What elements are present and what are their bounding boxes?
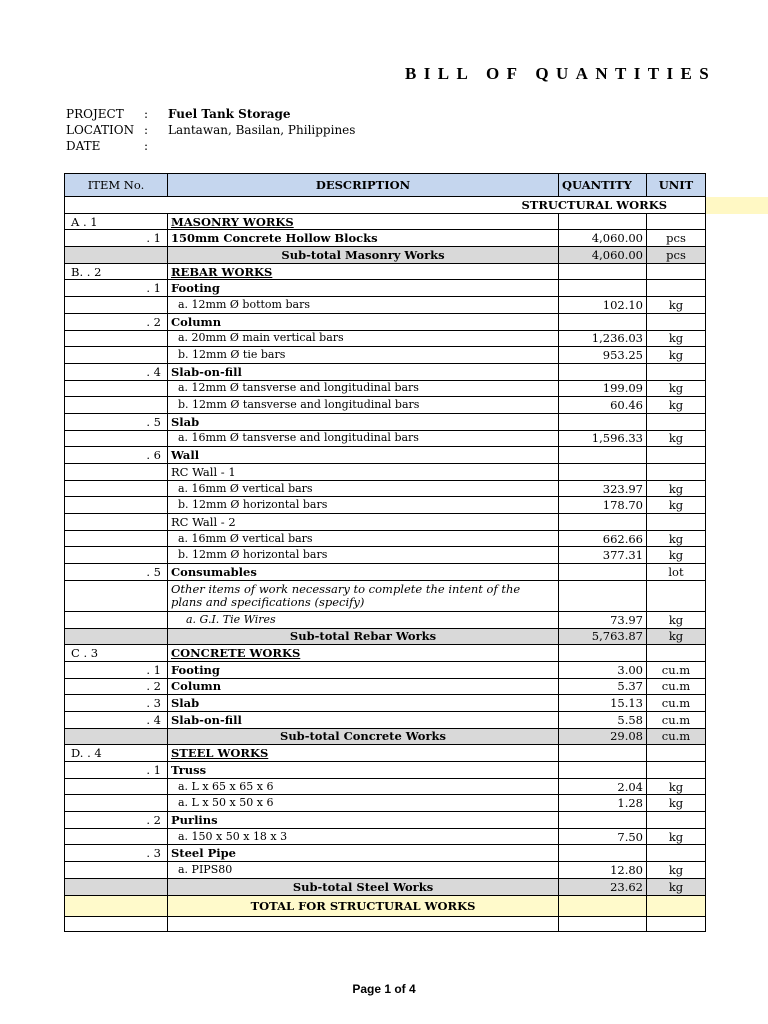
- subtotal-row: [65, 728, 706, 745]
- unit: kg: [647, 397, 706, 414]
- unit: [647, 313, 706, 330]
- unit: kg: [647, 297, 706, 314]
- item-number: [65, 728, 168, 745]
- description: Sub-total Rebar Works: [168, 628, 559, 645]
- unit: kg: [647, 530, 706, 547]
- unit: kg: [647, 330, 706, 347]
- description: Column: [168, 313, 559, 330]
- unit: kg: [647, 380, 706, 397]
- unit: kg: [647, 547, 706, 564]
- unit: [647, 263, 706, 280]
- item-number: . 6: [65, 447, 168, 464]
- unit: [647, 745, 706, 762]
- quantity: 4,060.00: [559, 247, 647, 264]
- unit: kg: [647, 778, 706, 795]
- subtotal-row: [65, 628, 706, 645]
- table-row: [65, 514, 706, 531]
- item-number: [65, 580, 168, 611]
- meta-colon: :: [144, 123, 149, 137]
- description: Column: [168, 678, 559, 695]
- item-number: [65, 514, 168, 531]
- description: Slab: [168, 695, 559, 712]
- table-row: [65, 795, 706, 812]
- unit: [647, 812, 706, 829]
- unit: kg: [647, 480, 706, 497]
- description: Truss: [168, 762, 559, 779]
- description: b. 12mm Ø horizontal bars: [168, 547, 559, 564]
- unit: pcs: [647, 230, 706, 247]
- quantity: [559, 313, 647, 330]
- item-number: B. . 2: [65, 263, 168, 280]
- item-number: [65, 530, 168, 547]
- quantity: 5.37: [559, 678, 647, 695]
- quantity: 29.08: [559, 728, 647, 745]
- description: a. PIPS80: [168, 862, 559, 879]
- table-row: [65, 916, 706, 931]
- quantity: [559, 447, 647, 464]
- quantity: [559, 916, 647, 931]
- unit: kg: [647, 611, 706, 628]
- table-row: [65, 213, 706, 230]
- meta-value: Lantawan, Basilan, Philippines: [168, 123, 356, 137]
- col-header-item: ITEM No.: [65, 174, 168, 197]
- quantity: 377.31: [559, 547, 647, 564]
- unit: [647, 645, 706, 662]
- description: a. L x 50 x 50 x 6: [168, 795, 559, 812]
- quantity: 323.97: [559, 480, 647, 497]
- unit: kg: [647, 347, 706, 364]
- unit: cu.m: [647, 711, 706, 728]
- item-number: [65, 862, 168, 879]
- col-header-quantity: QUANTITY: [559, 174, 647, 197]
- item-number: [65, 497, 168, 514]
- unit: pcs: [647, 247, 706, 264]
- highlight-band: [705, 197, 768, 214]
- description: STEEL WORKS: [168, 745, 559, 762]
- quantity: 199.09: [559, 380, 647, 397]
- table-row: [65, 313, 706, 330]
- quantity: 3.00: [559, 661, 647, 678]
- table-row: [65, 678, 706, 695]
- quantity: 1.28: [559, 795, 647, 812]
- unit: [647, 447, 706, 464]
- section-label: STRUCTURAL WORKS: [168, 197, 706, 214]
- unit: kg: [647, 430, 706, 447]
- unit: [647, 363, 706, 380]
- unit: cu.m: [647, 728, 706, 745]
- table-row: [65, 580, 706, 611]
- quantity: 15.13: [559, 695, 647, 712]
- col-header-description: DESCRIPTION: [168, 174, 559, 197]
- description: Wall: [168, 447, 559, 464]
- description: b. 12mm Ø horizontal bars: [168, 497, 559, 514]
- item-number: [65, 380, 168, 397]
- quantity: [559, 812, 647, 829]
- item-number: . 1: [65, 661, 168, 678]
- item-number: . 2: [65, 678, 168, 695]
- description: Steel Pipe: [168, 845, 559, 862]
- description: RC Wall - 1: [168, 464, 559, 481]
- unit: [647, 413, 706, 430]
- table-row: [65, 497, 706, 514]
- item-number: [65, 297, 168, 314]
- table-row: [65, 778, 706, 795]
- unit: kg: [647, 628, 706, 645]
- unit: [647, 580, 706, 611]
- quantity: [559, 580, 647, 611]
- table-row: [65, 397, 706, 414]
- description: a. 16mm Ø vertical bars: [168, 530, 559, 547]
- table-row: [65, 363, 706, 380]
- unit: kg: [647, 862, 706, 879]
- description: Consumables: [168, 564, 559, 581]
- quantity: [559, 745, 647, 762]
- item-number: [65, 330, 168, 347]
- item-number: [65, 464, 168, 481]
- table-row: [65, 812, 706, 829]
- table-row: [65, 828, 706, 845]
- item-number: . 5: [65, 413, 168, 430]
- unit: [647, 464, 706, 481]
- item-number: . 1: [65, 230, 168, 247]
- item-number: [65, 430, 168, 447]
- table-row: [65, 661, 706, 678]
- item-number: . 5: [65, 564, 168, 581]
- meta-label: PROJECT: [66, 107, 124, 121]
- quantity: [559, 645, 647, 662]
- quantity: 4,060.00: [559, 230, 647, 247]
- quantity: [559, 363, 647, 380]
- item-number: . 2: [65, 313, 168, 330]
- description: 150mm Concrete Hollow Blocks: [168, 230, 559, 247]
- table-row: [65, 845, 706, 862]
- table-row: [65, 263, 706, 280]
- description: a. 12mm Ø bottom bars: [168, 297, 559, 314]
- unit: [647, 845, 706, 862]
- description: a. 150 x 50 x 18 x 3: [168, 828, 559, 845]
- unit: [647, 895, 706, 916]
- table-row: [65, 711, 706, 728]
- quantity: 953.25: [559, 347, 647, 364]
- item-number: [65, 795, 168, 812]
- item-number: [65, 547, 168, 564]
- quantity: [559, 762, 647, 779]
- table-row: [65, 611, 706, 628]
- item-number: [65, 828, 168, 845]
- quantity: 5,763.87: [559, 628, 647, 645]
- description: TOTAL FOR STRUCTURAL WORKS: [168, 895, 559, 916]
- table-row: [65, 280, 706, 297]
- table-row: [65, 447, 706, 464]
- description: Sub-total Masonry Works: [168, 247, 559, 264]
- description: Purlins: [168, 812, 559, 829]
- quantity: [559, 280, 647, 297]
- item-number: [65, 878, 168, 895]
- unit: lot: [647, 564, 706, 581]
- meta-colon: :: [144, 107, 149, 121]
- table-row: [65, 430, 706, 447]
- quantity: 60.46: [559, 397, 647, 414]
- item-number: [65, 397, 168, 414]
- meta-colon: :: [144, 139, 149, 153]
- quantity: [559, 464, 647, 481]
- table-row: [65, 530, 706, 547]
- item-number: [65, 916, 168, 931]
- item-number: A . 1: [65, 213, 168, 230]
- description: a. 12mm Ø tansverse and longitudinal bars: [168, 380, 559, 397]
- description: Sub-total Concrete Works: [168, 728, 559, 745]
- col-header-unit: UNIT: [647, 174, 706, 197]
- subtotal-row: [65, 247, 706, 264]
- unit: cu.m: [647, 695, 706, 712]
- quantity: [559, 564, 647, 581]
- item-number: [65, 895, 168, 916]
- unit: [647, 762, 706, 779]
- quantity: 23.62: [559, 878, 647, 895]
- quantity: [559, 263, 647, 280]
- quantity: 662.66: [559, 530, 647, 547]
- table-row: [65, 695, 706, 712]
- table-header: [65, 174, 706, 197]
- description: Slab-on-fill: [168, 363, 559, 380]
- table-row: [65, 862, 706, 879]
- meta-label: LOCATION: [66, 123, 135, 137]
- description: CONCRETE WORKS: [168, 645, 559, 662]
- description: b. 12mm Ø tansverse and longitudinal bars: [168, 397, 559, 414]
- description: b. 12mm Ø tie bars: [168, 347, 559, 364]
- quantity: 1,236.03: [559, 330, 647, 347]
- quantity: 102.10: [559, 297, 647, 314]
- table-row: [65, 330, 706, 347]
- description: Footing: [168, 280, 559, 297]
- quantity: 1,596.33: [559, 430, 647, 447]
- table-row: [65, 547, 706, 564]
- description: [168, 916, 559, 931]
- table-row: [65, 480, 706, 497]
- item-number: . 3: [65, 845, 168, 862]
- description: a. L x 65 x 65 x 6: [168, 778, 559, 795]
- quantity: 7.50: [559, 828, 647, 845]
- item-number: [65, 778, 168, 795]
- quantity: 2.04: [559, 778, 647, 795]
- item-number: D. . 4: [65, 745, 168, 762]
- unit: [647, 916, 706, 931]
- item-number: [65, 611, 168, 628]
- document-title: BILL OF QUANTITIES: [405, 64, 717, 83]
- quantity: [559, 845, 647, 862]
- table-row: [65, 762, 706, 779]
- unit: kg: [647, 497, 706, 514]
- page-number: Page 1 of 4: [352, 982, 416, 996]
- unit: [647, 213, 706, 230]
- item-number: [65, 628, 168, 645]
- meta-value: Fuel Tank Storage: [168, 107, 291, 121]
- table-row: [65, 413, 706, 430]
- unit: [647, 280, 706, 297]
- description: a. 16mm Ø tansverse and longitudinal bars: [168, 430, 559, 447]
- table-row: [65, 564, 706, 581]
- description: REBAR WORKS: [168, 263, 559, 280]
- description: Sub-total Steel Works: [168, 878, 559, 895]
- unit: [647, 514, 706, 531]
- description: Slab: [168, 413, 559, 430]
- table-row: [65, 297, 706, 314]
- quantity: [559, 514, 647, 531]
- item-number: [65, 347, 168, 364]
- meta-label: DATE: [66, 139, 101, 153]
- unit: kg: [647, 795, 706, 812]
- description: a. 16mm Ø vertical bars: [168, 480, 559, 497]
- table-row: [65, 745, 706, 762]
- item-number: . 1: [65, 280, 168, 297]
- boq-table: [64, 173, 706, 932]
- description: a. G.I. Tie Wires: [168, 611, 559, 628]
- item-number: . 4: [65, 363, 168, 380]
- description: Footing: [168, 661, 559, 678]
- page-footer: [0, 982, 768, 996]
- subtotal-row: [65, 878, 706, 895]
- quantity: 12.80: [559, 862, 647, 879]
- unit: kg: [647, 828, 706, 845]
- description: Other items of work necessary to complete the intent of the plans and specifications (specify): [168, 580, 559, 611]
- description: RC Wall - 2: [168, 514, 559, 531]
- item-number: . 2: [65, 812, 168, 829]
- quantity: [559, 213, 647, 230]
- section-row: [65, 197, 706, 214]
- unit: kg: [647, 878, 706, 895]
- total-row: [65, 895, 706, 916]
- unit: cu.m: [647, 678, 706, 695]
- table-row: [65, 645, 706, 662]
- quantity: 178.70: [559, 497, 647, 514]
- item-number: [65, 480, 168, 497]
- quantity: [559, 413, 647, 430]
- item-number: . 4: [65, 711, 168, 728]
- quantity: [559, 895, 647, 916]
- item-number: C . 3: [65, 645, 168, 662]
- table-row: [65, 464, 706, 481]
- quantity: 73.97: [559, 611, 647, 628]
- description: a. 20mm Ø main vertical bars: [168, 330, 559, 347]
- quantity: 5.58: [559, 711, 647, 728]
- item-number: . 1: [65, 762, 168, 779]
- table-row: [65, 230, 706, 247]
- item-number: . 3: [65, 695, 168, 712]
- table-row: [65, 347, 706, 364]
- item-number: [65, 247, 168, 264]
- table-row: [65, 380, 706, 397]
- unit: cu.m: [647, 661, 706, 678]
- description: MASONRY WORKS: [168, 213, 559, 230]
- description: Slab-on-fill: [168, 711, 559, 728]
